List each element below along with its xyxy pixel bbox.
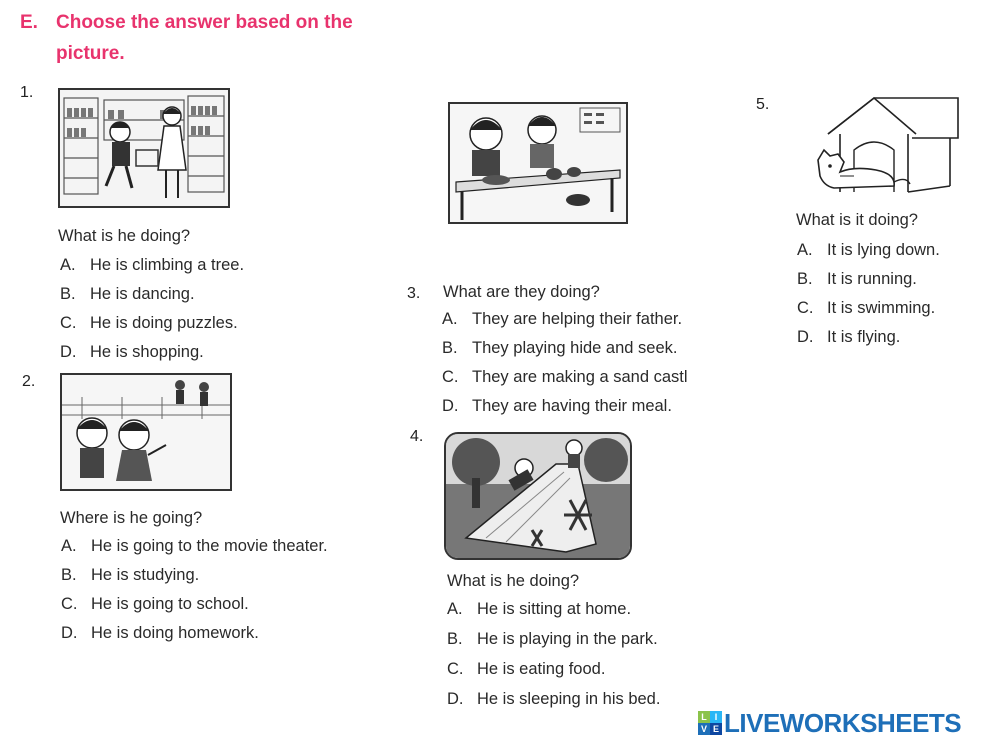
question-2-option-c[interactable] <box>61 595 249 614</box>
option-letter: A. <box>61 537 77 555</box>
section-title-line2: picture. <box>56 43 125 64</box>
option-text: He is going to school. <box>91 595 249 613</box>
question-5-option-b[interactable] <box>797 270 917 289</box>
option-text: It is swimming. <box>827 299 936 317</box>
question-3-picture <box>448 102 628 224</box>
option-letter: A. <box>797 241 813 259</box>
option-letter: C. <box>60 314 77 332</box>
question-4-number: 4. <box>410 428 424 445</box>
option-text: He is shopping. <box>90 343 204 361</box>
walking-to-school-illustration <box>62 375 230 489</box>
question-1-option-c[interactable] <box>60 314 238 333</box>
question-1-option-b[interactable] <box>60 285 195 304</box>
question-4-option-b[interactable] <box>447 630 658 649</box>
option-letter: B. <box>442 339 458 357</box>
logo-square-1: L <box>698 711 710 723</box>
dog-doghouse-illustration <box>810 96 962 200</box>
option-text: They are helping their father. <box>472 310 683 328</box>
question-1-option-a[interactable] <box>60 256 244 275</box>
question-3-option-a[interactable] <box>442 310 682 329</box>
question-2-prompt: Where is he going? <box>60 509 203 527</box>
option-text: It is running. <box>827 270 917 288</box>
question-4-option-d[interactable] <box>447 690 660 709</box>
question-5-number: 5. <box>756 96 770 113</box>
option-text: He is dancing. <box>90 285 195 303</box>
option-letter: A. <box>60 256 76 274</box>
option-text: It is lying down. <box>827 241 940 259</box>
option-text: He is climbing a tree. <box>90 256 245 274</box>
option-letter: C. <box>797 299 814 317</box>
option-letter: D. <box>60 343 77 361</box>
question-5-option-c[interactable] <box>797 299 935 318</box>
logo-square-4: E <box>710 723 722 735</box>
question-2-picture <box>60 373 232 491</box>
question-3-option-c[interactable] <box>442 368 738 387</box>
question-4-option-a[interactable] <box>447 600 631 619</box>
question-2-option-a[interactable] <box>61 537 328 556</box>
question-3-number: 3. <box>407 285 421 302</box>
option-text: They are having their meal. <box>472 397 672 415</box>
brand-name[interactable]: LIVEWORKSHEETS <box>724 708 962 738</box>
option-letter: D. <box>442 397 459 415</box>
option-letter: B. <box>447 630 463 648</box>
question-2-option-b[interactable] <box>61 566 199 585</box>
question-5-option-a[interactable] <box>797 241 940 260</box>
option-letter: B. <box>61 566 77 584</box>
section-title-line1: Choose the answer based on the <box>56 12 353 33</box>
question-1-option-d[interactable] <box>60 343 204 362</box>
option-letter: B. <box>797 270 813 288</box>
question-3-option-b[interactable] <box>442 339 677 358</box>
question-5-prompt: What is it doing? <box>796 211 918 229</box>
option-letter: A. <box>442 310 458 328</box>
option-letter: C. <box>442 368 459 386</box>
question-1-prompt: What is he doing? <box>58 227 191 245</box>
logo-square-2: I <box>710 711 722 723</box>
option-text: He is studying. <box>91 566 200 584</box>
question-5-option-d[interactable] <box>797 328 900 347</box>
supermarket-illustration <box>60 90 228 206</box>
option-text: He is doing puzzles. <box>90 314 238 332</box>
question-2-option-d[interactable] <box>61 624 259 643</box>
option-text: He is playing in the park. <box>477 630 658 648</box>
brand-logo-icon <box>698 711 722 735</box>
option-letter: B. <box>60 285 76 303</box>
question-3-option-d[interactable] <box>442 397 672 416</box>
question-3-prompt: What are they doing? <box>443 283 600 301</box>
option-letter: C. <box>447 660 464 678</box>
option-text: He is sleeping in his bed. <box>477 690 661 708</box>
question-1-number: 1. <box>20 84 34 101</box>
option-letter: D. <box>61 624 78 642</box>
question-4-picture <box>444 432 632 560</box>
option-letter: C. <box>61 595 78 613</box>
option-letter: A. <box>447 600 463 618</box>
option-text: They are making a sand castl <box>472 368 688 386</box>
question-1-picture <box>58 88 230 208</box>
question-4-option-c[interactable] <box>447 660 605 679</box>
question-5-picture <box>810 96 962 200</box>
section-letter: E. <box>20 12 38 33</box>
park-slide-illustration <box>446 434 630 558</box>
logo-square-3: V <box>698 723 710 735</box>
question-2-number: 2. <box>22 373 36 390</box>
option-text: It is flying. <box>827 328 901 346</box>
question-4-prompt: What is he doing? <box>447 572 580 590</box>
option-letter: D. <box>447 690 464 708</box>
option-text: He is doing homework. <box>91 624 259 642</box>
option-text: They playing hide and seek. <box>472 339 678 357</box>
children-eating-illustration <box>450 104 626 222</box>
option-letter: D. <box>797 328 814 346</box>
option-text: He is going to the movie theater. <box>91 537 328 555</box>
option-text: He is sitting at home. <box>477 600 632 618</box>
option-text: He is eating food. <box>477 660 606 678</box>
